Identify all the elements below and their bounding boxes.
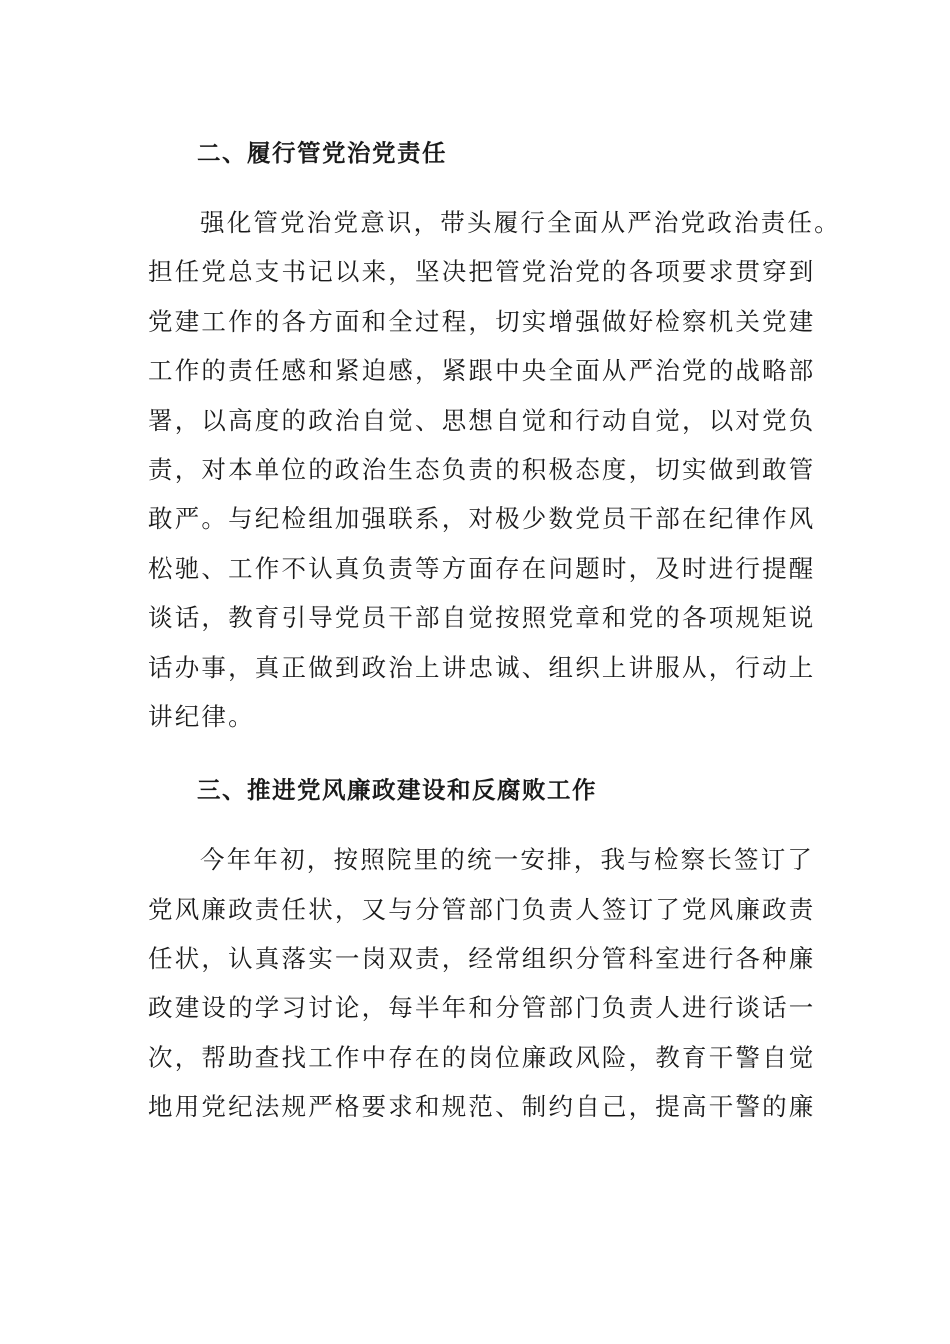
paragraph-line: 工作的责任感和紧迫感，紧跟中央全面从严治党的战略部 — [148, 356, 816, 386]
document-page — [148, 126, 841, 1132]
paragraph-line: 谈话，教育引导党员干部自觉按照党章和党的各项规矩说 — [148, 603, 816, 633]
spacer — [148, 180, 796, 198]
paragraph-line: 政建设的学习讨论，每半年和分管部门负责人进行谈话一 — [148, 993, 816, 1023]
spacer — [148, 817, 796, 835]
spacer — [148, 741, 796, 763]
paragraph-line: 署，以高度的政治自觉、思想自觉和行动自觉，以对党负 — [148, 405, 816, 435]
paragraph-line: 党风廉政责任状，又与分管部门负责人签订了党风廉政责 — [148, 894, 816, 924]
section-heading-2: 二、履行管党治党责任 — [197, 139, 447, 167]
paragraph-line: 地用党纪法规严格要求和规范、制约自己，提高干警的廉 — [148, 1092, 816, 1122]
paragraph-line: 今年年初，按照院里的统一安排，我与检察长签订了 — [200, 845, 815, 875]
paragraph-line: 任状，认真落实一岗双责，经常组织分管科室进行各种廉 — [148, 944, 816, 974]
paragraph-line: 讲纪律。 — [148, 701, 255, 731]
paragraph-line: 话办事，真正做到政治上讲忠诚、组织上讲服从，行动上 — [148, 652, 816, 682]
paragraph-line: 责，对本单位的政治生态负责的积极态度，切实做到敢管 — [148, 454, 816, 484]
section-heading-3: 三、推进党风廉政建设和反腐败工作 — [197, 776, 597, 805]
paragraph-line: 强化管党治党意识，带头履行全面从严治党政治责任。 — [200, 208, 841, 237]
paragraph-line: 担任党总支书记以来，坚决把管党治党的各项要求贯穿到 — [148, 257, 816, 287]
paragraph-line: 松驰、工作不认真负责等方面存在问题时，及时进行提醒 — [148, 553, 816, 583]
paragraph-line: 敢严。与纪检组加强联系，对极少数党员干部在纪律作风 — [148, 504, 816, 534]
paragraph-line: 次，帮助查找工作中存在的岗位廉政风险，教育干警自觉 — [148, 1042, 816, 1072]
paragraph-line: 党建工作的各方面和全过程，切实增强做好检察机关党建 — [148, 306, 816, 336]
section-2-paragraph — [148, 198, 841, 741]
section-3-paragraph — [148, 835, 816, 1131]
